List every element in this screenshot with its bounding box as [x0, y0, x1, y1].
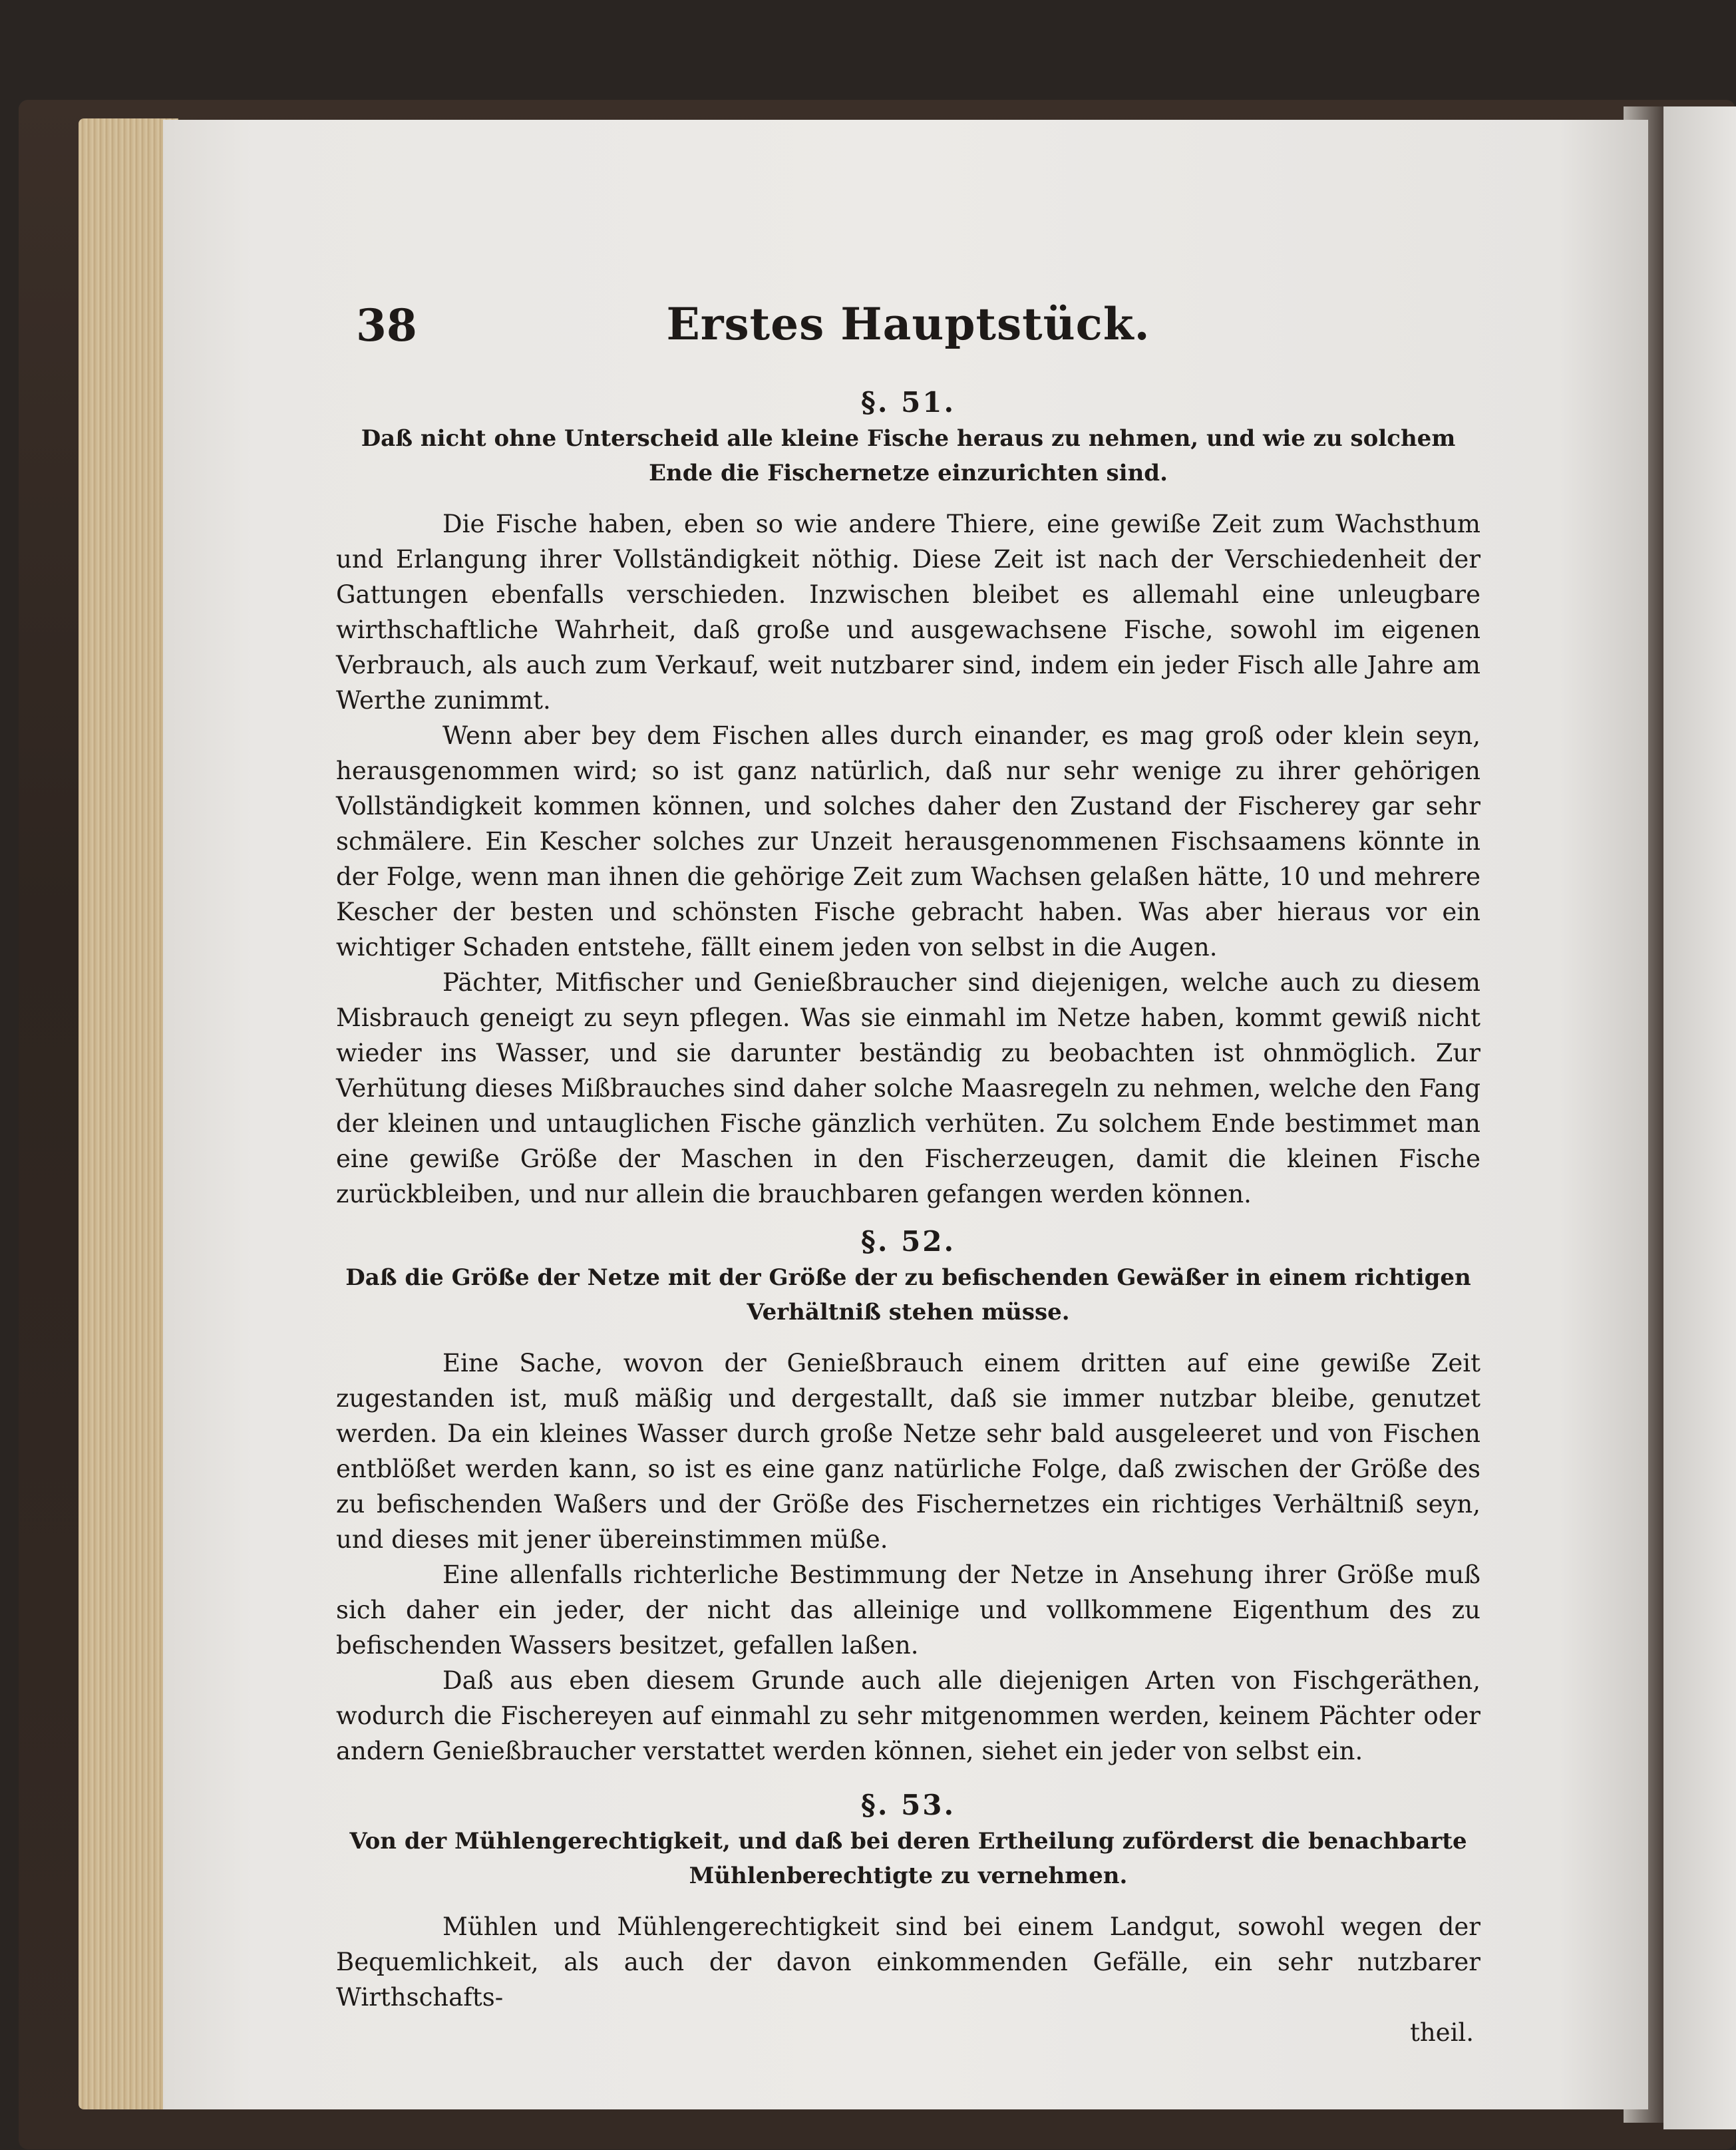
section-number: §. 51. — [860, 386, 956, 419]
paragraph: Pächter, Mitfischer und Genießbraucher sind diejenigen, welche auch zu diesem Misbrauch geneigt zu seyn pflegen. Was sie einmahl im Netze haben, kommt gewiß nicht wieder ins Wasser, und sie darunter beständig zu beobachten ist ohnmöglich. Zur Verhütung dieses Mißbrauches sind daher solche Maasregeln zu nehmen, welche den Fang der kleinen und untauglichen Fische gänzlich verhüten. Zu solchem Ende bestimmet man eine gewiße Größe der Maschen in den Fischerzeugen, damit die kleinen Fische zurückbleiben, und nur allein die brauchbaren gefangen werden können. — [336, 968, 1480, 1208]
paragraph: Wenn aber bey dem Fischen alles durch einander, es mag groß oder klein seyn, herausgenommen wird; so ist ganz natürlich, daß nur sehr wenige zu ihrer gehörigen Vollständigkeit kommen können, und solches daher den Zustand der Fischerey gar sehr schmälere. Ein Kescher solches zur Unzeit herausgenommenen Fischsaamens könnte in der Folge, wenn man ihnen die gehörige Zeit zum Wachsen gelaßen hätte, 10 und mehrere Kescher der besten und schönsten Fische gebracht haben. Was aber hieraus vor ein wichtiger Schaden entstehe, fällt einem jeden von selbst in die Augen. — [336, 721, 1480, 962]
section-title: Daß nicht ohne Unterscheid alle kleine Fische heraus zu nehmen, und wie zu solchem Ende die Fischernetze einzurichten sind. — [361, 425, 1456, 486]
paragraph: Eine allenfalls richterliche Bestimmung der Netze in Ansehung ihrer Größe muß sich daher ein jeder, der nicht das alleinige und vollkommene Eigenthum des zu befischenden Wassers besitzet, gefallen laßen. — [336, 1560, 1480, 1660]
section-number: §. 53. — [860, 1789, 956, 1821]
section-52 — [336, 1225, 1480, 1769]
catchword: theil. — [1409, 2018, 1474, 2047]
paragraph: Eine Sache, wovon der Genießbrauch einem dritten auf eine gewiße Zeit zugestanden ist, muß mäßig und dergestallt, daß sie immer nutzbar bleibe, genutzet werden. Da ein kleines Wasser durch große Netze sehr bald ausgeleeret und von Fischen entblößet werden kann, so ist es eine ganz natürliche Folge, daß zwischen der Größe des zu befischenden Waßers und der Größe des Fischernetzes ein richtiges Verhältniß seyn, und dieses mit jener übereinstimmen müße. — [336, 1349, 1480, 1554]
section-title: Daß die Größe der Netze mit der Größe der zu befischenden Gewäßer in einem richtigen Verhältniß stehen müsse. — [345, 1264, 1471, 1326]
section-title: Von der Mühlengerechtigkeit, und daß bei deren Ertheilung zuförderst die benachbarte Mühlenberechtigte zu vernehmen. — [349, 1828, 1467, 1889]
section-53 — [336, 1789, 1480, 2015]
paragraph: Mühlen und Mühlengerechtigkeit sind bei einem Landgut, sowohl wegen der Bequemlichkeit, als auch der davon einkommenden Gefälle, ein sehr nutzbarer Wirthschafts- — [336, 1912, 1480, 2012]
page-number: 38 — [356, 299, 417, 351]
paragraph: Daß aus eben diesem Grunde auch alle diejenigen Arten von Fischgeräthen, wodurch die Fischereyen auf einmahl zu sehr mitgenommen werden, keinem Pächter oder andern Genießbraucher verstattet werden können, siehet ein jeder von selbst ein. — [336, 1666, 1480, 1765]
page-header — [336, 293, 1480, 379]
section-51 — [336, 386, 1480, 1212]
running-title: Erstes Hauptstück. — [666, 298, 1150, 350]
section-number: §. 52. — [860, 1225, 956, 1258]
page-text — [336, 293, 1480, 2050]
paragraph: Die Fische haben, eben so wie andere Thiere, eine gewiße Zeit zum Wachsthum und Erlangung ihrer Vollständigkeit nöthig. Diese Zeit ist nach der Verschiedenheit der Gattungen ebenfalls verschieden. Inzwischen bleibet es allemahl eine unleugbare wirthschaftliche Wahrheit, daß große und ausgewachsene Fische, sowohl im eigenen Verbrauch, als auch zum Verkauf, weit nutzbarer sind, indem ein jeder Fisch alle Jahre am Werthe zunimmt. — [336, 510, 1480, 715]
facing-page — [1663, 106, 1736, 2129]
